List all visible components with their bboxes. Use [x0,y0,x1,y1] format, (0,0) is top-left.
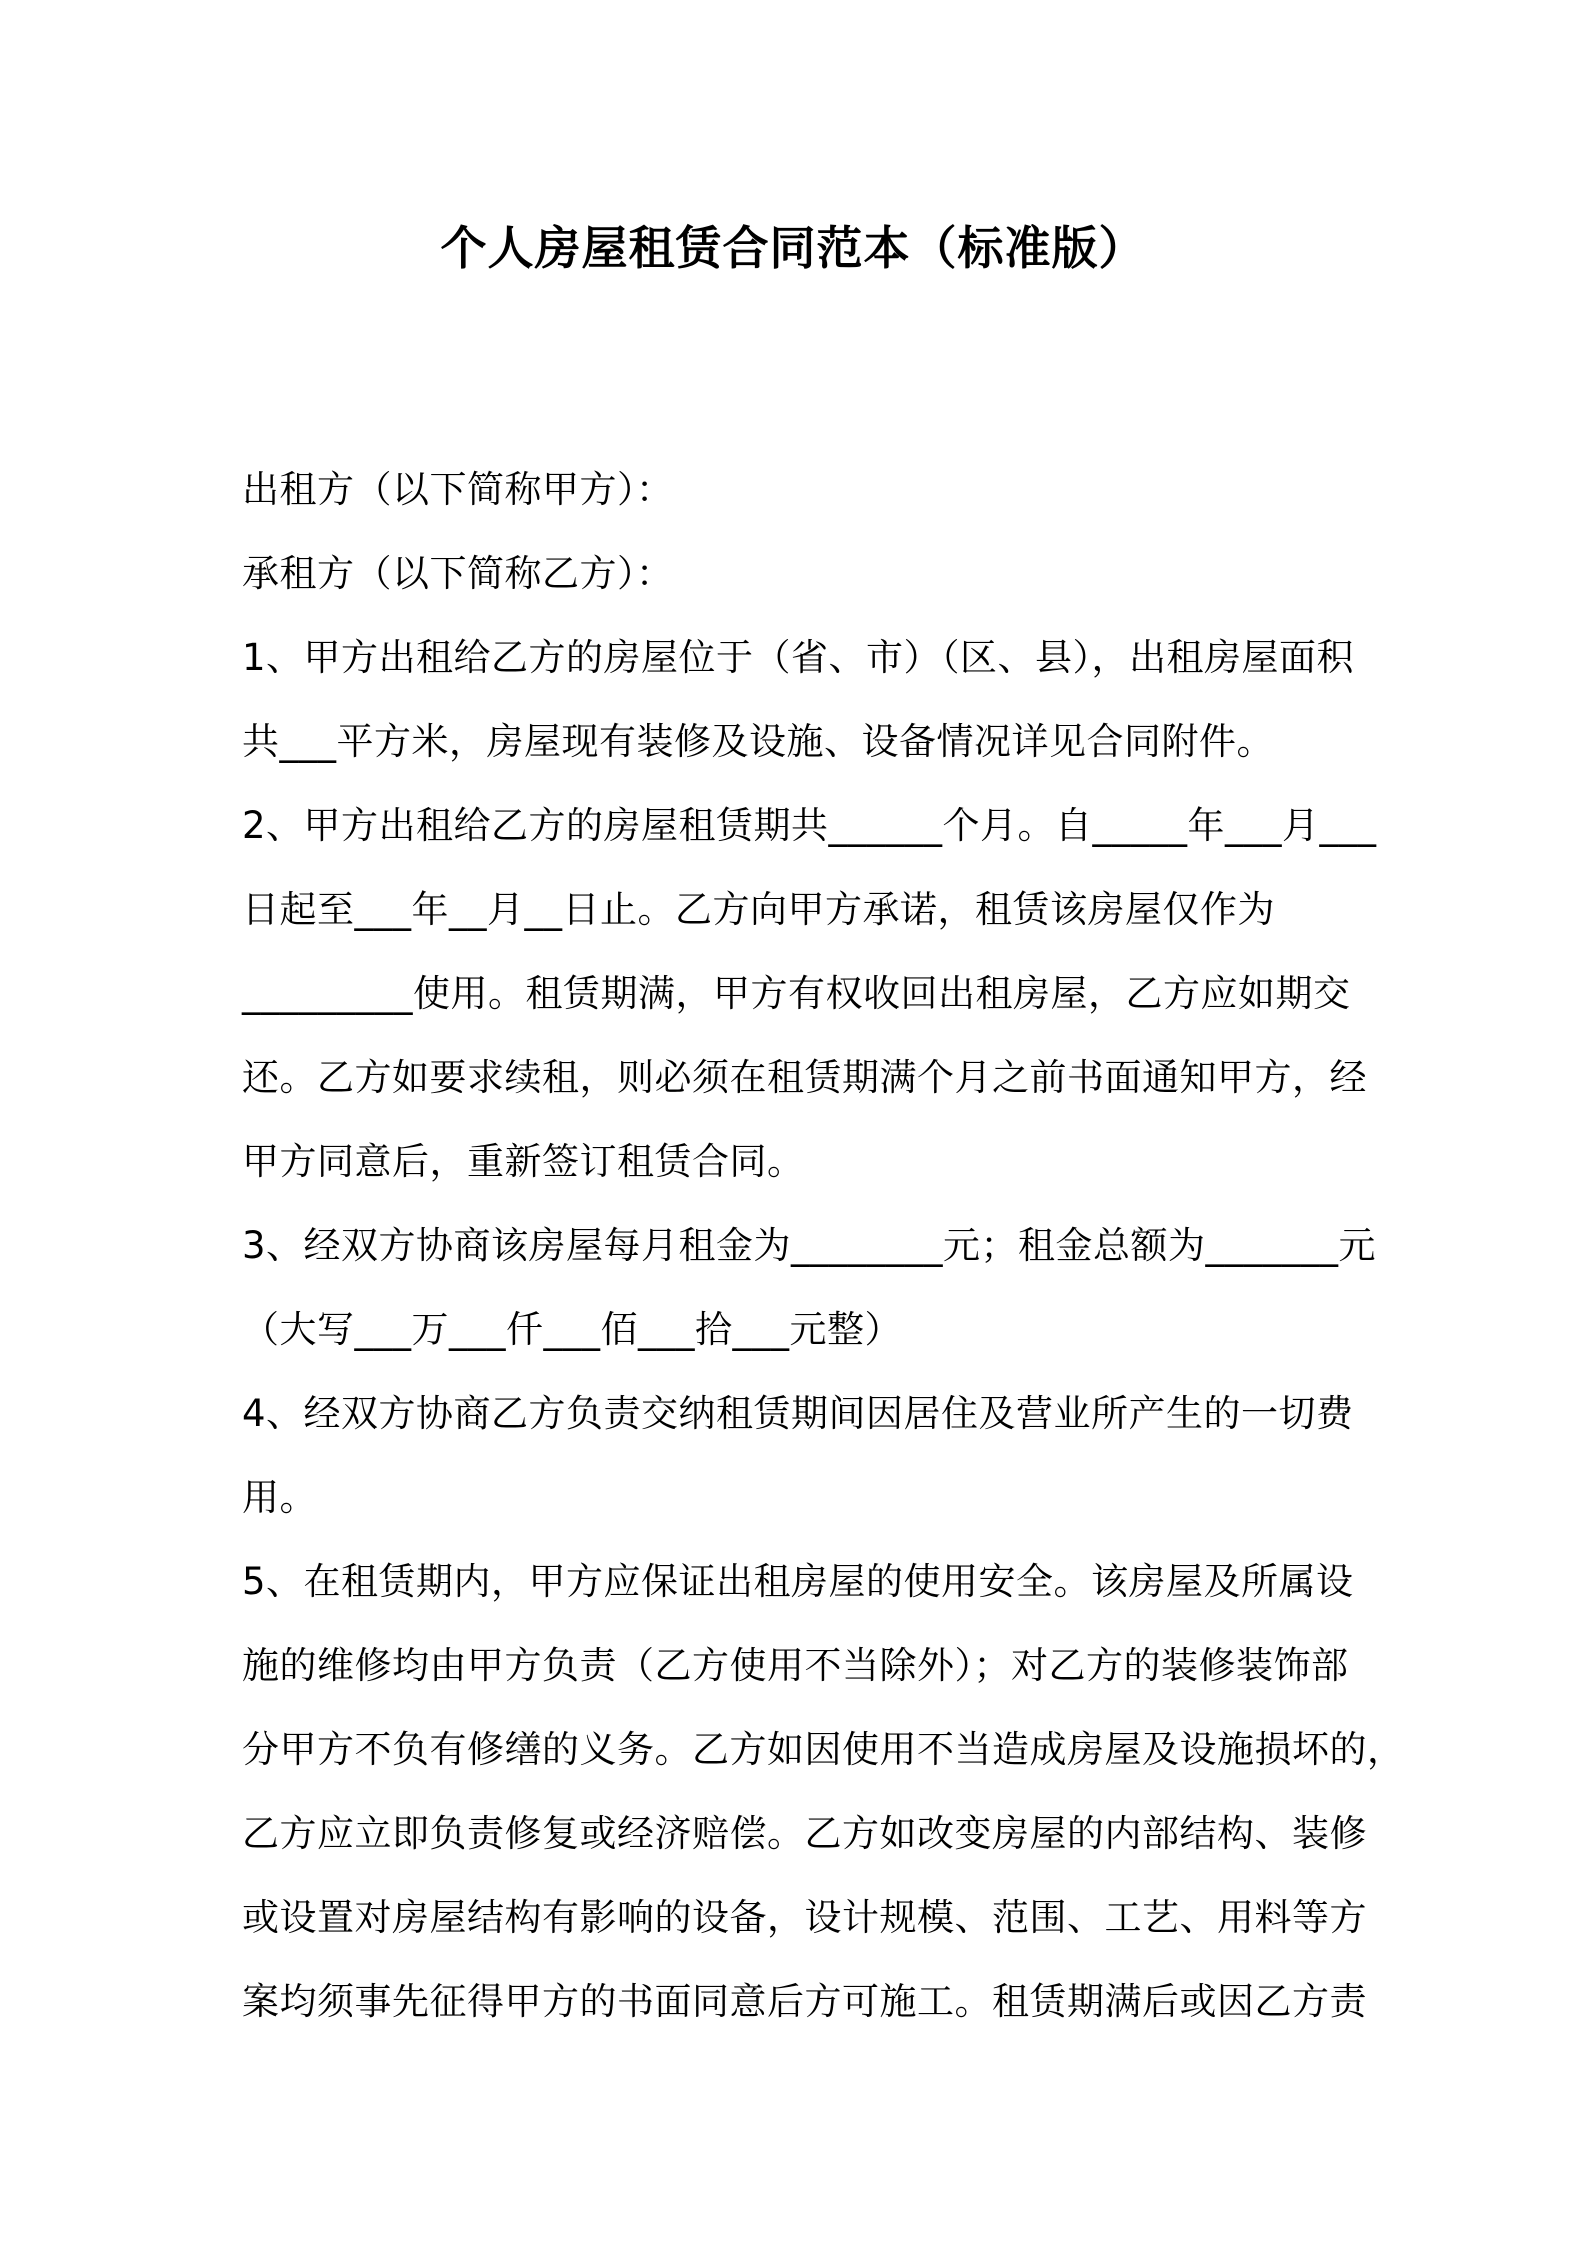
clause-5-line-6: 案均须事先征得甲方的书面同意后方可施工。租赁期满后或因乙方责 [242,1980,1367,2023]
clause-5-line-2: 施的维修均由甲方负责（乙方使用不当除外）；对乙方的装修装饰部 [242,1644,1349,1687]
party-b-line: 承租方（以下简称乙方）： [242,552,674,595]
clause-4-line-1: 4、经双方协商乙方负责交纳租赁期间因居住及营业所产生的一切费 [242,1392,1354,1435]
clause-1-line-2: 共___平方米，房屋现有装修及设施、设备情况详见合同附件。 [242,720,1274,763]
clause-2-line-3: _________使用。租赁期满，甲方有权收回出租房屋，乙方应如期交 [242,972,1351,1015]
clause-2-line-4: 还。乙方如要求续租，则必须在租赁期满个月之前书面通知甲方，经 [242,1056,1367,1099]
clause-4-line-2: 用。 [242,1476,317,1519]
clause-3-line-2: （大写___万___仟___佰___拾___元整） [242,1308,902,1351]
party-a-line: 出租方（以下简称甲方）： [242,468,674,511]
clause-2-line-5: 甲方同意后，重新签订租赁合同。 [242,1140,805,1183]
clause-5-line-3: 分甲方不负有修缮的义务。乙方如因使用不当造成房屋及设施损坏的， [242,1728,1405,1771]
clause-2-line-1: 2、甲方出租给乙方的房屋租赁期共______个月。自_____年___月___ [242,804,1377,847]
clause-5-line-5: 或设置对房屋结构有影响的设备，设计规模、范围、工艺、用料等方 [242,1896,1367,1939]
contract-body [242,448,1405,2044]
clause-5-line-4: 乙方应立即负责修复或经济赔偿。乙方如改变房屋的内部结构、装修 [242,1812,1367,1855]
document-title: 个人房屋租赁合同范本（标准版） [440,221,1146,275]
clause-1-line-1: 1、甲方出租给乙方的房屋位于（省、市）（区、县），出租房屋面积 [242,636,1355,679]
clause-5-line-1: 5、在租赁期内，甲方应保证出租房屋的使用安全。该房屋及所属设 [242,1560,1354,1603]
clause-2-line-2: 日起至___年__月__日止。乙方向甲方承诺，租赁该房屋仅作为 [242,888,1275,931]
clause-3-line-1: 3、经双方协商该房屋每月租金为________元；租金总额为_______元 [242,1224,1377,1267]
